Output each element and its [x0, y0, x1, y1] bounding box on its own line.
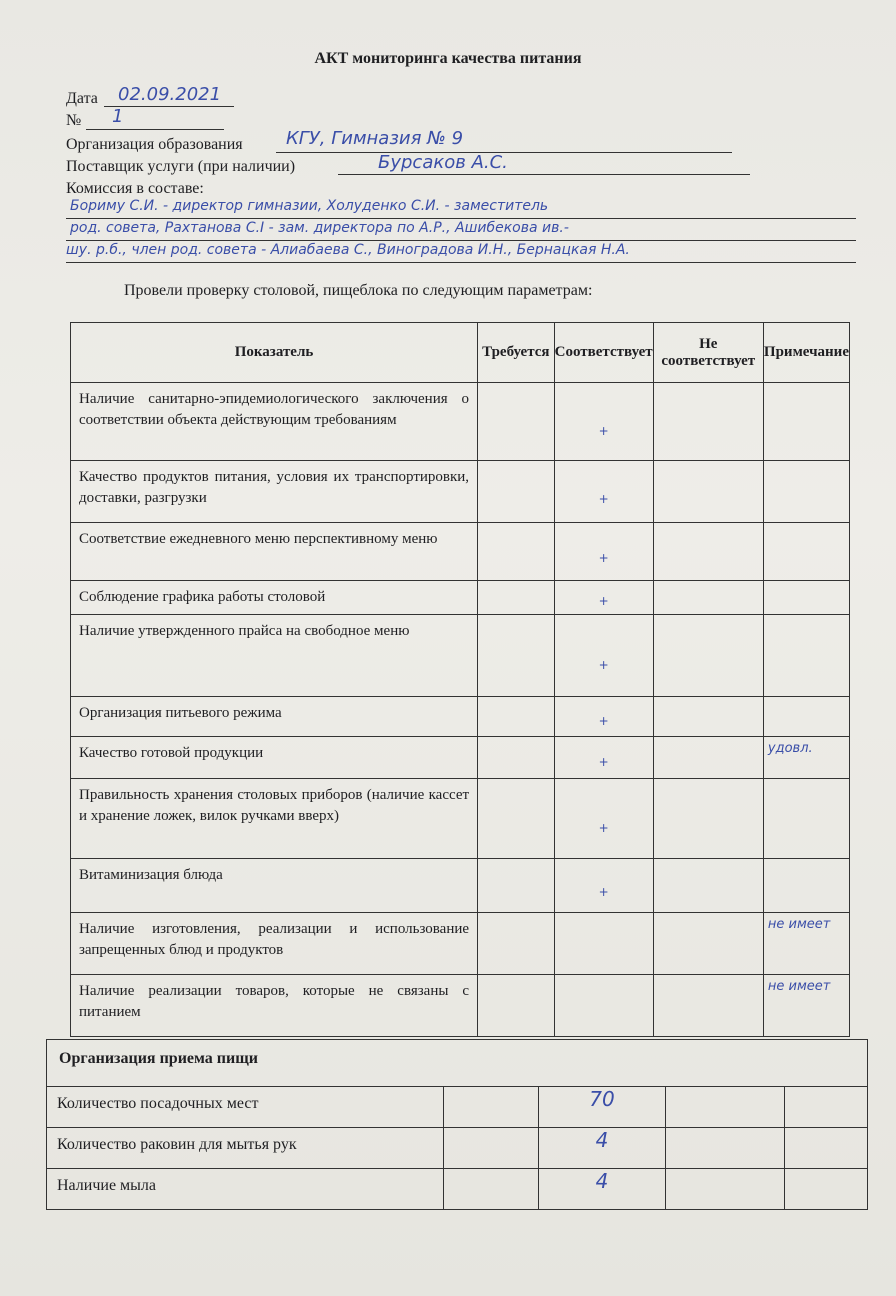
table-row: [71, 461, 850, 523]
note-cell: [763, 697, 849, 737]
not-complies-cell: [653, 975, 763, 1037]
complies-mark: +: [598, 820, 609, 835]
indicator-cell: Соблюдение графика работы столовой: [71, 581, 478, 615]
note-value: не имеет: [767, 917, 831, 932]
complies-cell: [554, 461, 653, 523]
required-cell: [478, 697, 555, 737]
not-complies-cell: [653, 697, 763, 737]
indicator-cell: Качество готовой продукции: [71, 737, 478, 779]
complies-cell: [554, 581, 653, 615]
not-complies-cell: [653, 913, 763, 975]
required-cell: [478, 779, 555, 859]
complies-mark: +: [598, 714, 609, 729]
supplier-label: Поставщик услуги (при наличии): [66, 158, 296, 175]
empty-cell: [444, 1087, 539, 1128]
not-complies-cell: [653, 615, 763, 697]
indicator-cell: Организация питьевого режима: [71, 697, 478, 737]
supplier-underline: [338, 174, 750, 175]
note-cell: [763, 737, 849, 779]
complies-cell: [554, 615, 653, 697]
required-cell: [478, 383, 555, 461]
note-cell: [763, 383, 849, 461]
empty-cell: [785, 1169, 868, 1210]
not-complies-cell: [653, 859, 763, 913]
note-cell: [763, 975, 849, 1037]
complies-mark: +: [598, 491, 609, 506]
empty-cell: [444, 1169, 539, 1210]
header-indicator: Показатель: [71, 323, 478, 383]
parameters-table: [70, 322, 850, 1037]
indicator-cell: Наличие санитарно-эпидемиологического заключения о соответствии объекта действующим требованиям: [71, 383, 478, 461]
required-cell: [478, 737, 555, 779]
table-row: [71, 737, 850, 779]
complies-cell: [554, 697, 653, 737]
section-title: Организация приема пищи: [47, 1040, 868, 1087]
header-required: Требуется: [478, 323, 555, 383]
not-complies-cell: [653, 581, 763, 615]
org-value: КГУ, Гимназия № 9: [286, 128, 464, 149]
required-cell: [478, 913, 555, 975]
table-row: [71, 859, 850, 913]
table-row: [71, 697, 850, 737]
note-cell: [763, 913, 849, 975]
table-row: [71, 779, 850, 859]
commission-line-3: шу. р.б., член род. совета - Алиабаева С., Виноградова И.Н., Бернацкая Н.А.: [66, 242, 630, 258]
header-not-complies: Не соответствует: [653, 323, 763, 383]
note-cell: [763, 779, 849, 859]
indicator-cell: Качество продуктов питания, условия их транспортировки, доставки, разгрузки: [71, 461, 478, 523]
value-cell: 4: [539, 1169, 666, 1210]
empty-cell: [785, 1128, 868, 1169]
table-row: [71, 615, 850, 697]
value-cell: 4: [539, 1128, 666, 1169]
complies-cell: [554, 737, 653, 779]
indicator-cell: Количество посадочных мест: [47, 1087, 444, 1128]
table-row: [71, 581, 850, 615]
note-value: не имеет: [767, 979, 831, 994]
note-cell: [763, 461, 849, 523]
empty-cell: [666, 1087, 785, 1128]
meal-organization-table: [46, 1039, 868, 1210]
note-cell: [763, 859, 849, 913]
number-underline: [86, 129, 224, 130]
header-note: Примечание: [763, 323, 849, 383]
table-row: [71, 975, 850, 1037]
complies-cell: [554, 779, 653, 859]
complies-cell: [554, 913, 653, 975]
complies-mark: +: [598, 755, 609, 770]
complies-mark: +: [598, 658, 609, 673]
date-underline: [104, 106, 234, 107]
commission-underline-1: [66, 218, 856, 219]
number-label: №: [66, 112, 82, 129]
required-cell: [478, 975, 555, 1037]
indicator-cell: Соответствие ежедневного меню перспективному меню: [71, 523, 478, 581]
not-complies-cell: [653, 461, 763, 523]
complies-mark: +: [598, 884, 609, 899]
table-row: [71, 523, 850, 581]
commission-label: Комиссия в составе:: [66, 180, 204, 197]
org-label: Организация образования: [66, 136, 243, 153]
table-row: [71, 913, 850, 975]
indicator-cell: Наличие изготовления, реализации и использование запрещенных блюд и продуктов: [71, 913, 478, 975]
complies-mark: +: [598, 423, 609, 438]
note-cell: [763, 581, 849, 615]
required-cell: [478, 859, 555, 913]
number-value: 1: [112, 106, 124, 127]
not-complies-cell: [653, 523, 763, 581]
header-complies: Соответствует: [554, 323, 653, 383]
indicator-cell: Количество раковин для мытья рук: [47, 1128, 444, 1169]
document-title: АКТ мониторинга качества питания: [314, 50, 582, 67]
indicator-cell: Наличие реализации товаров, которые не связаны с питанием: [71, 975, 478, 1037]
table-row: [71, 383, 850, 461]
complies-cell: [554, 383, 653, 461]
complies-cell: [554, 975, 653, 1037]
commission-underline-2: [66, 240, 856, 241]
complies-cell: [554, 523, 653, 581]
intro-text: Провели проверку столовой, пищеблока по следующим параметрам:: [124, 282, 593, 299]
date-value: 02.09.2021: [118, 84, 222, 105]
commission-line-2: род. совета, Рахтанова С.І - зам. директора по А.Р., Ашибекова ив.-: [70, 220, 569, 236]
complies-mark: +: [598, 594, 609, 609]
empty-cell: [666, 1128, 785, 1169]
table-row: [47, 1087, 868, 1128]
indicator-cell: Витаминизация блюда: [71, 859, 478, 913]
not-complies-cell: [653, 383, 763, 461]
not-complies-cell: [653, 737, 763, 779]
required-cell: [478, 581, 555, 615]
empty-cell: [666, 1169, 785, 1210]
commission-underline-3: [66, 262, 856, 263]
empty-cell: [444, 1128, 539, 1169]
commission-line-1: Бориму С.И. - директор гимназии, Холуденко С.И. - заместитель: [70, 198, 549, 214]
value-cell: 70: [539, 1087, 666, 1128]
table-header-row: [71, 323, 850, 383]
indicator-cell: Наличие мыла: [47, 1169, 444, 1210]
complies-mark: +: [598, 551, 609, 566]
note-cell: [763, 523, 849, 581]
section-header-row: [47, 1040, 868, 1087]
required-cell: [478, 615, 555, 697]
note-value: удовл.: [767, 741, 813, 756]
not-complies-cell: [653, 779, 763, 859]
date-label: Дата: [66, 90, 98, 107]
complies-cell: [554, 859, 653, 913]
supplier-value: Бурсаков А.С.: [378, 152, 508, 173]
indicator-cell: Правильность хранения столовых приборов (наличие кассет и хранение ложек, вилок ручками вверх): [71, 779, 478, 859]
required-cell: [478, 461, 555, 523]
indicator-cell: Наличие утвержденного прайса на свободное меню: [71, 615, 478, 697]
required-cell: [478, 523, 555, 581]
note-cell: [763, 615, 849, 697]
empty-cell: [785, 1087, 868, 1128]
table-row: [47, 1128, 868, 1169]
table-row: [47, 1169, 868, 1210]
